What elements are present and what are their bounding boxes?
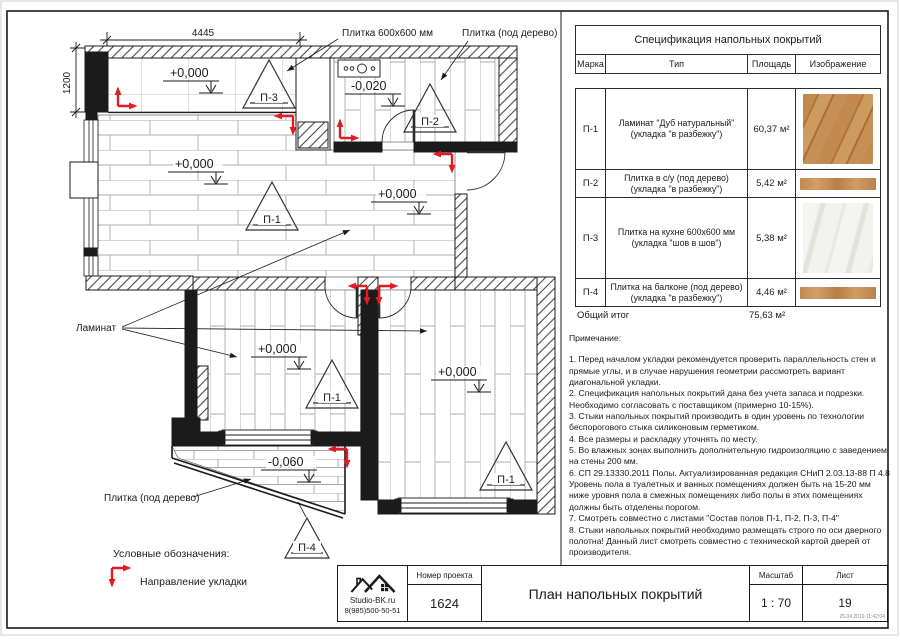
row-area: 5,38 м² [748,198,796,278]
label-tile-600: Плитка 600х600 мм [342,28,434,39]
sheet-value: 19 [838,596,852,610]
floor-bedroom2-laminate [378,290,537,500]
material-swatch [803,94,873,164]
spec-table-title: Спецификация напольных покрытий [576,26,880,55]
spec-table-row [576,170,880,198]
studio-site: Studio-BK.ru [349,596,396,606]
column-mark: Марка [576,55,606,73]
row-type: Плитка на балконе (под дерево) (укладка "в разбежку") [606,279,748,306]
label-laminate: Ламинат [76,323,117,334]
spec-table-row [576,89,880,170]
floor-bedroom1-laminate [197,290,361,432]
scale-cell [750,566,803,621]
house-logo-icon [347,572,399,596]
spec-table-header [575,25,881,74]
label-tile-wood-top: Плитка (под дерево) [462,28,558,39]
notes-list [569,354,891,558]
drawing-title: План напольных покрытий [528,585,703,602]
project-number-cell [408,566,482,621]
row-type: Ламинат "Дуб натуральный" (укладка "в разбежку") [606,89,748,169]
legend-title: Условные обозначения: [113,548,230,560]
level-balcony: -0,060 [268,455,304,469]
scale-label: Масштаб [750,566,802,585]
flooring-spec-panel [569,25,890,559]
row-type: Плитка на кухне 600х600 мм (укладка "шов в шов") [606,198,748,278]
row-mark: П-3 [576,198,606,278]
date-stamp: 25.04.2019 11:42:04 [839,614,885,620]
row-mark: П-4 [576,279,606,306]
marker-p1-bedroom1: П-1 [323,392,341,404]
logo-cell [338,566,408,621]
studio-phone: 8(985)500-50-51 [344,605,401,615]
note-item: 7. Смотреть совместно с листами "Состав полов П-1, П-2, П-3, П-4" [569,513,839,524]
legend [109,548,248,588]
total-label: Общий итог [577,310,630,321]
level-bedroom1: +0,000 [258,342,297,356]
level-hall: +0,000 [378,187,417,201]
row-area: 60,37 м² [748,89,796,169]
title-block [337,565,888,622]
level-bedroom2: +0,000 [438,365,477,379]
notes-block [569,333,891,559]
row-area: 4,46 м² [748,279,796,306]
washing-machine-icon [338,60,380,77]
direction-arrow-icon [109,565,132,588]
row-area: 5,42 м² [748,170,796,197]
marker-p3: П-3 [260,92,278,104]
sheet-label: Лист [803,566,887,585]
note-item: 1. Перед началом укладки рекомендуется проверить параллельность стен и прямые углы, и в случае нарушения геометрии рассмотреть вариант диагональной укладки. [569,354,876,388]
material-swatch [800,287,876,299]
drawing-title-cell [482,566,750,621]
legend-direction-label: Направление укладки [140,576,248,588]
note-item: 2. Спецификация напольных покрытий дана без учета запаса и подрезки. Необходимо согласовать с поставщиком (примерно 10-15%). [569,388,865,410]
row-image-cell [796,198,880,278]
row-type: Плитка в с/у (под дерево) (укладка "в разбежку") [606,170,748,197]
label-tile-wood-bottom: Плитка (под дерево) [104,493,200,504]
row-mark: П-2 [576,170,606,197]
note-item: 3. Стыки напольных покрытий производить в один уровень по технологии беспорогового стыка силиконовым герметиком. [569,411,865,433]
sheet-cell [803,566,887,621]
marker-p4: П-4 [298,542,316,554]
marker-p1-living: П-1 [263,214,281,226]
material-swatch [803,203,873,273]
note-item: 6. СП 29.13330.2011 Полы. Актуализированная редакция СНиП 2.03.13-88 П 4.8 Уровень пола в туалетных и ванных помещениях должен быть на 15-20 мм ниже уровня пола в смежных помещениях либо полы в этих помещениях должны быть отделены порогом. [569,467,890,512]
project-number-value: 1624 [430,595,459,611]
notes-title: Примечание: [569,333,622,343]
row-image-cell [796,279,880,306]
scale-value: 1 : 70 [760,596,792,610]
note-item: 8. Стыки напольных покрытий необходимо размещать строго по оси дверного полотна! Данный лист смотреть совместно с технической картой дверей от производителя. [569,524,882,558]
level-living: +0,000 [175,157,214,171]
level-bathroom: -0,020 [351,79,387,93]
note-item: 4. Все размеры и раскладку уточнять по месту. [569,433,758,444]
column-type: Тип [606,55,748,73]
dimension-top: 4445 [191,28,215,39]
marker-p2: П-2 [421,116,439,128]
column-area: Площадь [748,55,796,73]
note-item: 5. Во влажных зонах выполнить дополнительную гидроизоляцию с заведением на стены 200 мм. [569,445,887,467]
level-kitchen: +0,000 [170,66,209,80]
column-image: Изображение [809,59,867,69]
row-image-cell [796,170,880,197]
project-number-label: Номер проекта [408,566,481,585]
spec-rows [575,88,881,307]
spec-total-row [575,310,881,321]
row-image-cell [796,89,880,169]
row-mark: П-1 [576,89,606,169]
spec-table-columns [576,55,880,73]
spec-table-row [576,198,880,279]
marker-p1-bedroom2: П-1 [497,474,515,486]
material-swatch [800,178,876,190]
spec-table-row [576,279,880,306]
dimension-left: 1200 [62,71,73,95]
total-value: 75,63 м² [749,310,786,321]
